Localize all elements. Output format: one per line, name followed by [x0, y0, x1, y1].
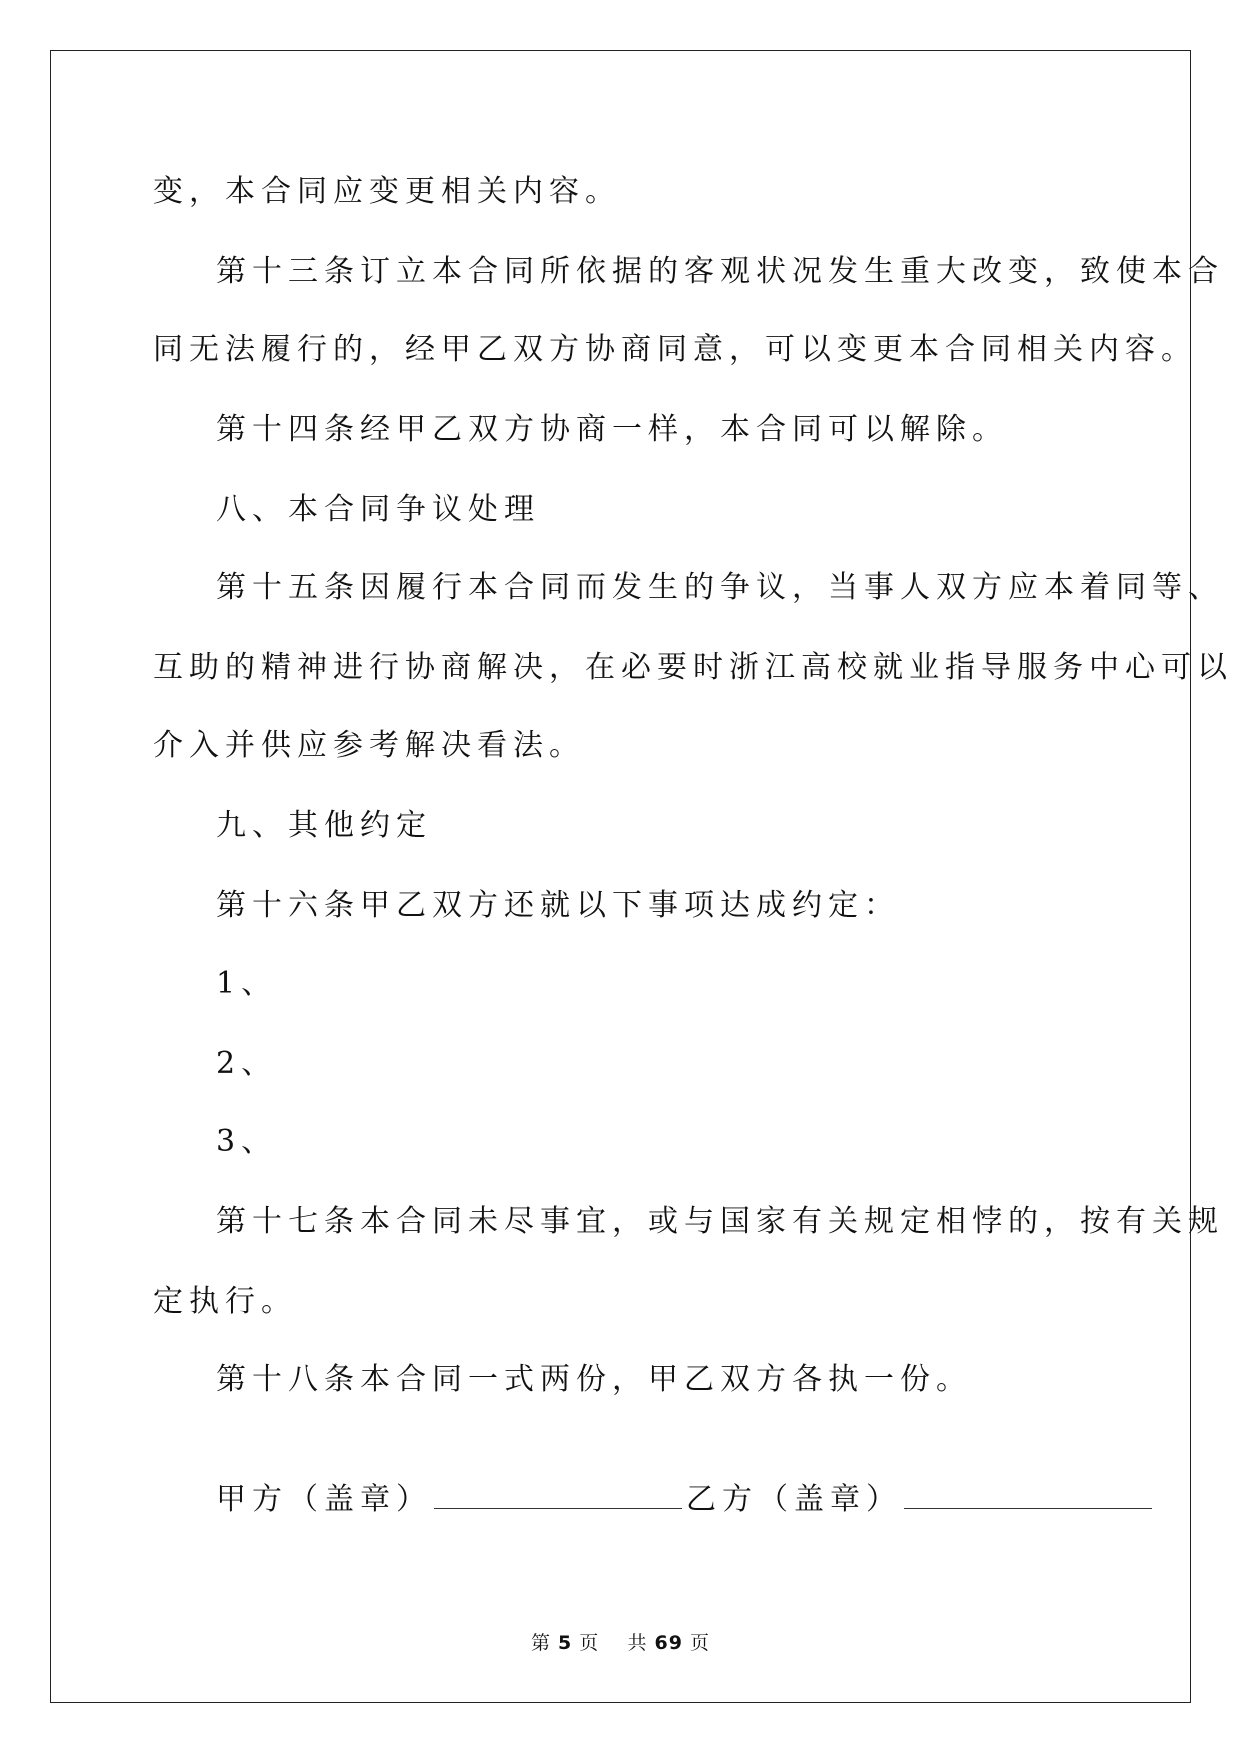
- footer-total-prefix: 共: [627, 1632, 648, 1654]
- page-border: [50, 50, 1191, 1703]
- party-b-seal-blank: [904, 1478, 1152, 1509]
- section-heading: 九、其他约定: [216, 808, 432, 843]
- paragraph-line: 变，本合同应变更相关内容。: [153, 174, 621, 209]
- paragraph-line: 定执行。: [153, 1284, 297, 1319]
- list-item: 2、: [216, 1046, 278, 1081]
- section-heading: 八、本合同争议处理: [216, 492, 540, 527]
- list-item: 3、: [216, 1124, 278, 1159]
- current-page-number: 5: [558, 1632, 573, 1654]
- list-item: 1、: [216, 966, 278, 1001]
- paragraph-line: 第十三条订立本合同所依据的客观状况发生重大改变，致使本合: [216, 254, 1224, 289]
- paragraph-line: 同无法履行的，经甲乙双方协商同意，可以变更本合同相关内容。: [153, 332, 1197, 367]
- party-a-seal-label: 甲方（盖章）: [216, 1482, 432, 1517]
- paragraph-line: 介入并供应参考解决看法。: [153, 728, 585, 763]
- page-footer: [0, 1628, 1241, 1655]
- paragraph-line: 第十四条经甲乙双方协商一样，本合同可以解除。: [216, 412, 1008, 447]
- paragraph-line: 第十七条本合同未尽事宜，或与国家有关规定相悖的，按有关规: [216, 1204, 1224, 1239]
- party-b-seal-label: 乙方（盖章）: [686, 1482, 902, 1517]
- paragraph-line: 第十五条因履行本合同而发生的争议，当事人双方应本着同等、: [216, 570, 1224, 605]
- paragraph-line: 互助的精神进行协商解决，在必要时浙江高校就业指导服务中心可以: [153, 650, 1233, 685]
- paragraph-line: 第十六条甲乙双方还就以下事项达成约定：: [216, 888, 900, 923]
- party-a-seal-blank: [434, 1478, 682, 1509]
- footer-prefix: 第: [530, 1632, 551, 1654]
- signature-row: [216, 1478, 1156, 1520]
- footer-total-unit: 页: [690, 1632, 711, 1654]
- total-page-number: 69: [654, 1632, 683, 1654]
- footer-page-unit: 页: [579, 1632, 600, 1654]
- paragraph-line: 第十八条本合同一式两份，甲乙双方各执一份。: [216, 1362, 972, 1397]
